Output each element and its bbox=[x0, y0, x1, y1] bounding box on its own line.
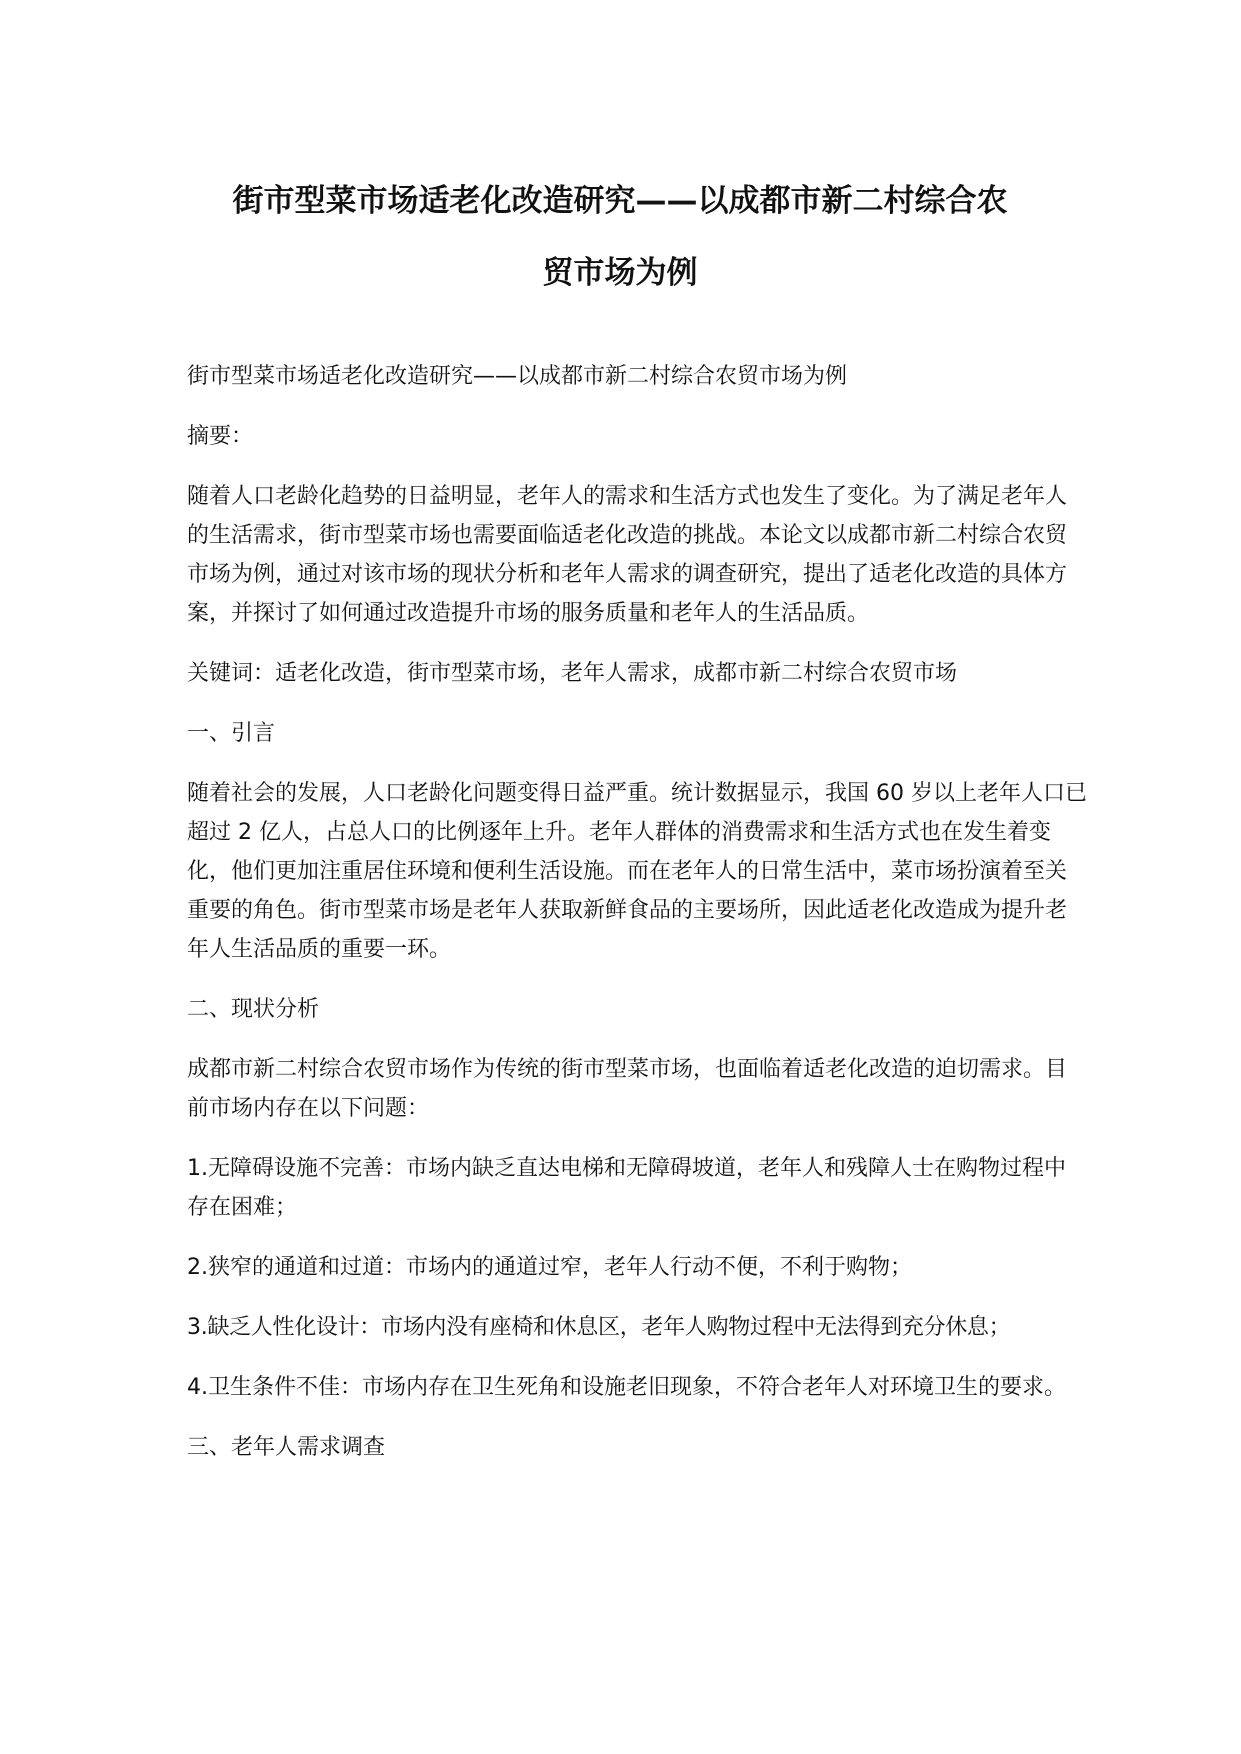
abstract-paragraph: 随着人口老龄化趋势的日益明显，老年人的需求和生活方式也发生了变化。为了满足老年人的生活需求，街市型菜市场也需要面临适老化改造的挑战。本论文以成都市新二村综合农贸市场为例，通过对该市场的现状分析和老年人需求的调查研究，提出了适老化改造的具体方案，并探讨了如何通过改造提升市场的服务质量和老年人的生活品质。 bbox=[187, 484, 1068, 626]
section-heading-analysis: 二、现状分析 bbox=[187, 997, 320, 1022]
section-heading-introduction: 一、引言 bbox=[187, 721, 276, 746]
abstract-heading: 摘要： bbox=[187, 424, 254, 449]
introduction-paragraph: 随着社会的发展，人口老龄化问题变得日益严重。统计数据显示，我国 60 岁以上老年人口已超过 2 亿人，占总人口的比例逐年上升。老年人群体的消费需求和生活方式也在发生着变化，他们更加注重居住环境和便利生活设施。而在老年人的日常生活中，菜市场扮演着至关重要的角色。街市型菜市场是老年人获取新鲜食品的主要场所，因此适老化改造成为提升老年人生活品质的重要一环。 bbox=[187, 781, 1087, 962]
document-title-line-1: 街市型菜市场适老化改造研究——以成都市新二村综合农 bbox=[232, 183, 1008, 219]
section-heading-survey: 三、老年人需求调查 bbox=[187, 1435, 386, 1460]
issue-item-2: 2.狭窄的通道和过道：市场内的通道过窄，老年人行动不便，不利于购物； bbox=[187, 1255, 912, 1280]
keywords-paragraph: 关键词：适老化改造，街市型菜市场，老年人需求，成都市新二村综合农贸市场 bbox=[187, 661, 958, 686]
subtitle-paragraph: 街市型菜市场适老化改造研究——以成都市新二村综合农贸市场为例 bbox=[187, 364, 848, 389]
document-title-line-2: 贸市场为例 bbox=[542, 255, 698, 291]
issue-item-1: 1.无障碍设施不完善：市场内缺乏直达电梯和无障碍坡道，老年人和残障人士在购物过程中存在困难； bbox=[187, 1156, 1066, 1220]
issue-item-3: 3.缺乏人性化设计：市场内没有座椅和休息区，老年人购物过程中无法得到充分休息； bbox=[187, 1315, 1011, 1340]
analysis-paragraph: 成都市新二村综合农贸市场作为传统的街市型菜市场，也面临着适老化改造的迫切需求。目前市场内存在以下问题： bbox=[187, 1057, 1068, 1121]
issue-item-4: 4.卫生条件不佳：市场内存在卫生死角和设施老旧现象，不符合老年人对环境卫生的要求。 bbox=[187, 1375, 1066, 1400]
document-body bbox=[187, 357, 1087, 1488]
